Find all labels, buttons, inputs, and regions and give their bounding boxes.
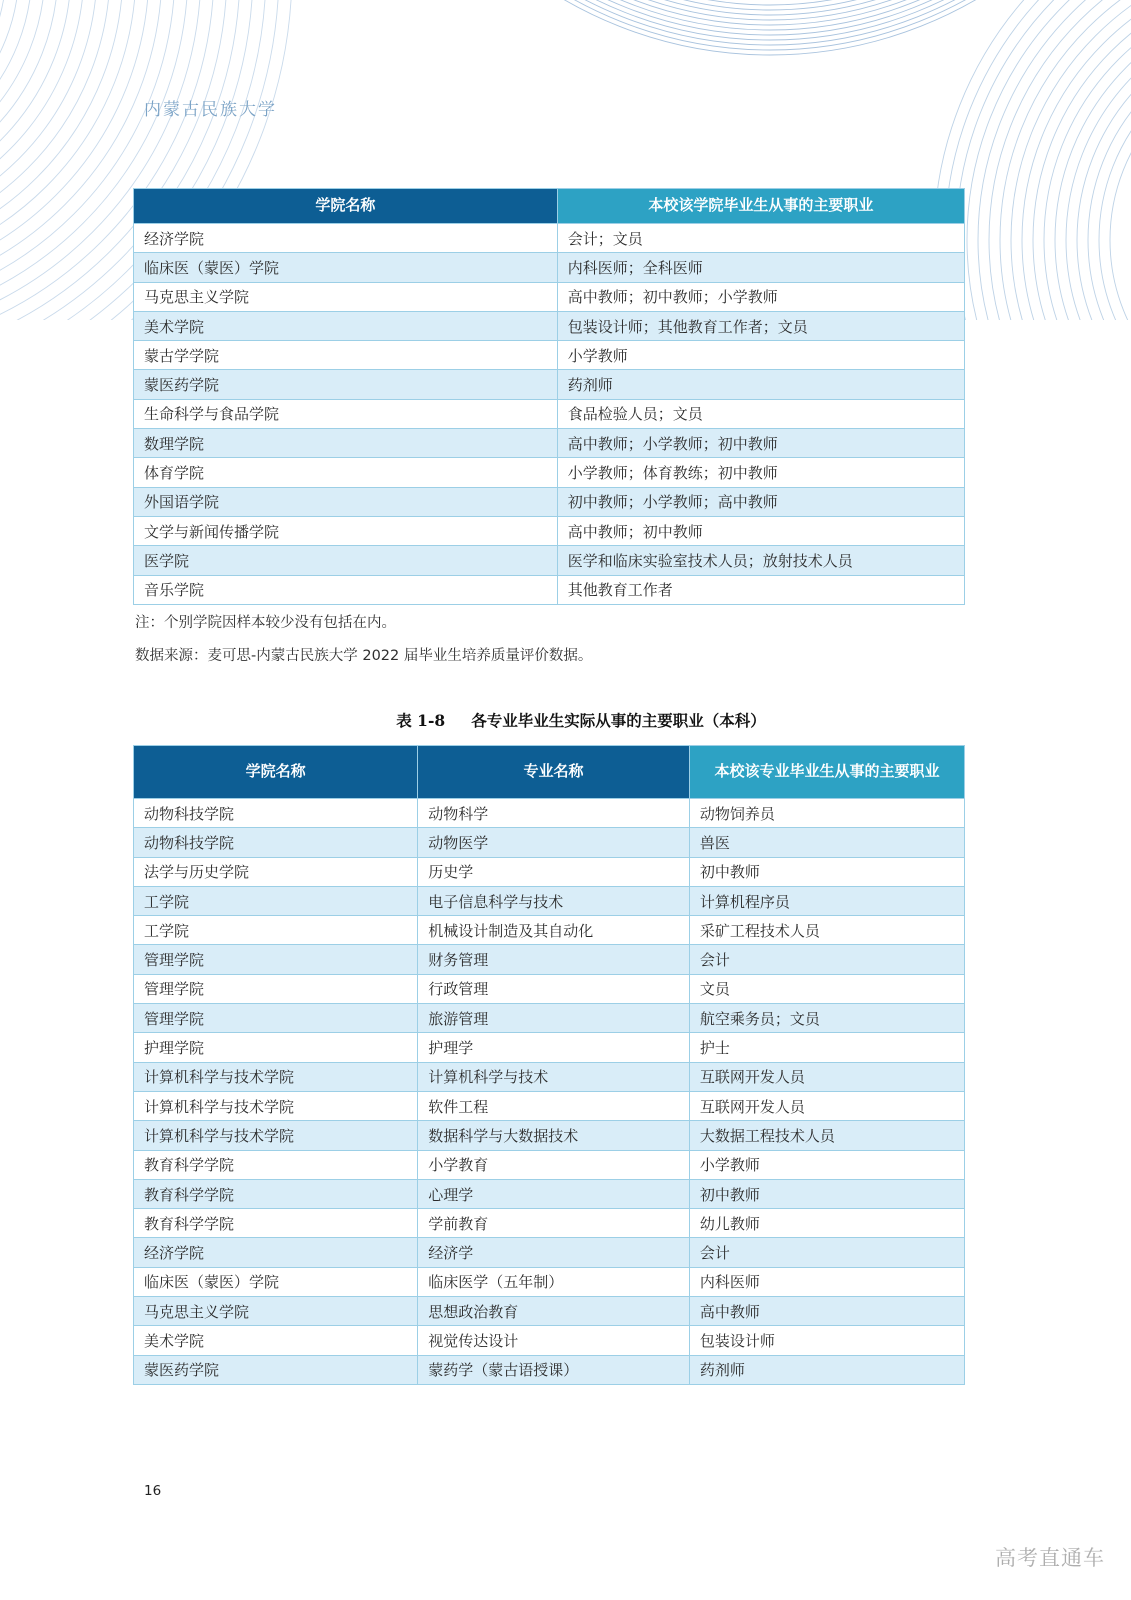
table-cell: 生命科学与食品学院 — [134, 399, 558, 428]
table-cell: 蒙古学学院 — [134, 341, 558, 370]
table-cell: 蒙医药学院 — [134, 1355, 418, 1384]
table-cell: 音乐学院 — [134, 575, 558, 604]
table-cell: 互联网开发人员 — [689, 1062, 964, 1091]
table-header — [134, 746, 965, 799]
table-cell: 管理学院 — [134, 1004, 418, 1033]
table-cell: 管理学院 — [134, 974, 418, 1003]
table-cell: 教育科学学院 — [134, 1179, 418, 1208]
table-cell: 大数据工程技术人员 — [689, 1121, 964, 1150]
table-row — [134, 282, 965, 311]
table-body — [134, 224, 965, 605]
table-row — [134, 458, 965, 487]
table-row — [134, 516, 965, 545]
table-cell: 临床医学（五年制） — [418, 1267, 690, 1296]
table-row — [134, 1209, 965, 1238]
table-cell: 计算机科学与技术学院 — [134, 1062, 418, 1091]
table-cell: 护理学院 — [134, 1033, 418, 1062]
table-cell: 幼儿教师 — [689, 1209, 964, 1238]
table-cell: 小学教师；体育教练；初中教师 — [557, 458, 964, 487]
table-row — [134, 857, 965, 886]
column-header-main-occupations: 本校该专业毕业生从事的主要职业 — [689, 746, 964, 799]
table-cell: 电子信息科学与技术 — [418, 886, 690, 915]
table-cell: 美术学院 — [134, 311, 558, 340]
table-cell: 会计 — [689, 1238, 964, 1267]
table-cell: 计算机科学与技术学院 — [134, 1091, 418, 1120]
table-row — [134, 799, 965, 828]
table-cell: 文学与新闻传播学院 — [134, 516, 558, 545]
table-cell: 经济学 — [418, 1238, 690, 1267]
table-note: 注：个别学院因样本较少没有包括在内。 — [135, 615, 396, 631]
table-row — [134, 828, 965, 857]
column-header-college-name: 学院名称 — [134, 746, 418, 799]
table-cell: 临床医（蒙医）学院 — [134, 253, 558, 282]
table-cell: 小学教育 — [418, 1150, 690, 1179]
table-cell: 动物科学 — [418, 799, 690, 828]
table-cell: 数据科学与大数据技术 — [418, 1121, 690, 1150]
table-cell: 文员 — [689, 974, 964, 1003]
table-cell: 心理学 — [418, 1179, 690, 1208]
table-cell: 内科医师 — [689, 1267, 964, 1296]
table-cell: 高中教师；初中教师 — [557, 516, 964, 545]
table-cell: 学前教育 — [418, 1209, 690, 1238]
column-header-college-name: 学院名称 — [134, 189, 558, 224]
table-row — [134, 370, 965, 399]
watermark-text: 高考直通车 — [995, 1546, 1105, 1570]
table-cell: 计算机程序员 — [689, 886, 964, 915]
table-cell: 美术学院 — [134, 1326, 418, 1355]
table-cell: 视觉传达设计 — [418, 1326, 690, 1355]
table-cell: 动物科技学院 — [134, 799, 418, 828]
table-cell: 其他教育工作者 — [557, 575, 964, 604]
table-row — [134, 429, 965, 458]
table-row — [134, 916, 965, 945]
table-cell: 航空乘务员；文员 — [689, 1004, 964, 1033]
table-cell: 旅游管理 — [418, 1004, 690, 1033]
table-cell: 食品检验人员；文员 — [557, 399, 964, 428]
table-row — [134, 1062, 965, 1091]
table-cell: 药剂师 — [557, 370, 964, 399]
table-row — [134, 487, 965, 516]
table-cell: 软件工程 — [418, 1091, 690, 1120]
table-cell: 财务管理 — [418, 945, 690, 974]
table-cell: 体育学院 — [134, 458, 558, 487]
table-cell: 数理学院 — [134, 429, 558, 458]
table-row — [134, 224, 965, 253]
table-cell: 马克思主义学院 — [134, 1297, 418, 1326]
table-caption-title: 各专业毕业生实际从事的主要职业（本科） — [471, 711, 766, 730]
table-cell: 动物饲养员 — [689, 799, 964, 828]
table-cell: 临床医（蒙医）学院 — [134, 1267, 418, 1296]
table-row — [134, 399, 965, 428]
table-cell: 初中教师；小学教师；高中教师 — [557, 487, 964, 516]
major-occupation-table — [133, 745, 965, 1385]
table-cell: 外国语学院 — [134, 487, 558, 516]
table-header — [134, 189, 965, 224]
table-cell: 护理学 — [418, 1033, 690, 1062]
table-cell: 包装设计师；其他教育工作者；文员 — [557, 311, 964, 340]
table-row — [134, 1150, 965, 1179]
column-header-main-occupations: 本校该学院毕业生从事的主要职业 — [557, 189, 964, 224]
table-cell: 教育科学学院 — [134, 1209, 418, 1238]
table-cell: 动物医学 — [418, 828, 690, 857]
table-cell: 经济学院 — [134, 224, 558, 253]
table-cell: 计算机科学与技术 — [418, 1062, 690, 1091]
data-source-note: 数据来源：麦可思-内蒙古民族大学 2022 届毕业生培养质量评价数据。 — [135, 648, 593, 664]
table-cell: 教育科学学院 — [134, 1150, 418, 1179]
table-cell: 动物科技学院 — [134, 828, 418, 857]
table-row — [134, 1033, 965, 1062]
table-cell: 高中教师 — [689, 1297, 964, 1326]
table-row — [134, 1238, 965, 1267]
table-cell: 医学院 — [134, 546, 558, 575]
table-row — [134, 1004, 965, 1033]
table-cell: 采矿工程技术人员 — [689, 916, 964, 945]
table-cell: 历史学 — [418, 857, 690, 886]
table-row — [134, 1121, 965, 1150]
table-cell: 计算机科学与技术学院 — [134, 1121, 418, 1150]
table-header-row — [134, 189, 965, 224]
table-cell: 小学教师 — [557, 341, 964, 370]
table-cell: 高中教师；小学教师；初中教师 — [557, 429, 964, 458]
table-cell: 思想政治教育 — [418, 1297, 690, 1326]
table-cell: 会计 — [689, 945, 964, 974]
college-occupation-table — [133, 188, 965, 605]
table-row — [134, 886, 965, 915]
table-cell: 工学院 — [134, 916, 418, 945]
table-cell: 会计；文员 — [557, 224, 964, 253]
page-number: 16 — [144, 1483, 162, 1499]
table-cell: 兽医 — [689, 828, 964, 857]
table-cell: 初中教师 — [689, 857, 964, 886]
table-row — [134, 1297, 965, 1326]
table-row — [134, 311, 965, 340]
table-cell: 护士 — [689, 1033, 964, 1062]
table-cell: 工学院 — [134, 886, 418, 915]
table-row — [134, 945, 965, 974]
table-row — [134, 1091, 965, 1120]
table-row — [134, 546, 965, 575]
table-header-row — [134, 746, 965, 799]
table-cell: 法学与历史学院 — [134, 857, 418, 886]
table-cell: 药剂师 — [689, 1355, 964, 1384]
table-cell: 互联网开发人员 — [689, 1091, 964, 1120]
table-cell: 机械设计制造及其自动化 — [418, 916, 690, 945]
table-row — [134, 575, 965, 604]
table-row — [134, 1326, 965, 1355]
table-cell: 内科医师；全科医师 — [557, 253, 964, 282]
university-name: 内蒙古民族大学 — [144, 100, 277, 120]
table-cell: 小学教师 — [689, 1150, 964, 1179]
table-row — [134, 253, 965, 282]
table-cell: 经济学院 — [134, 1238, 418, 1267]
table-cell: 高中教师；初中教师；小学教师 — [557, 282, 964, 311]
table-body — [134, 799, 965, 1385]
table-cell: 医学和临床实验室技术人员；放射技术人员 — [557, 546, 964, 575]
table-row — [134, 1267, 965, 1296]
column-header-major-name: 专业名称 — [418, 746, 690, 799]
table-cell: 行政管理 — [418, 974, 690, 1003]
table-cell: 管理学院 — [134, 945, 418, 974]
table-row — [134, 1355, 965, 1384]
table-cell: 马克思主义学院 — [134, 282, 558, 311]
table-row — [134, 341, 965, 370]
table-cell: 蒙医药学院 — [134, 370, 558, 399]
table-caption-number: 表 1-8 — [396, 711, 446, 730]
table-row — [134, 974, 965, 1003]
table-cell: 包装设计师 — [689, 1326, 964, 1355]
table-cell: 初中教师 — [689, 1179, 964, 1208]
table-cell: 蒙药学（蒙古语授课） — [418, 1355, 690, 1384]
table-row — [134, 1179, 965, 1208]
table-caption — [133, 709, 965, 731]
